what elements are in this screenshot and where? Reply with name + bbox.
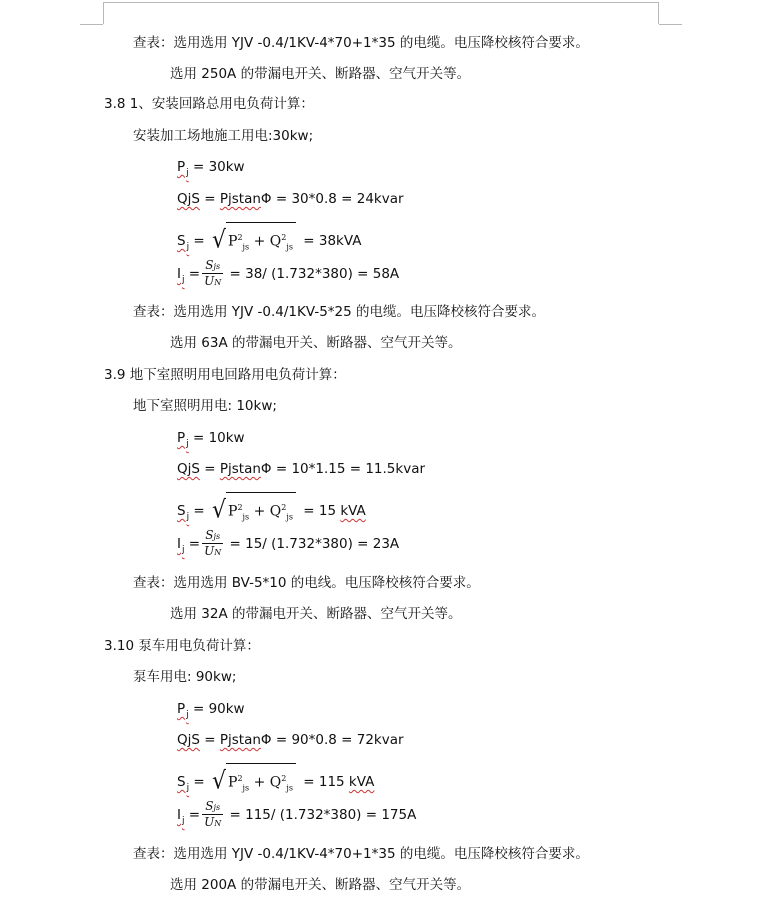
select-text-63: 选用 63A 的带漏电开关、断路器、空气开关等。	[170, 335, 462, 351]
s-formula-3-10: $S_j$ = √ $P^2_{js} + Q^2_{js} = 115$ kVA	[177, 763, 374, 801]
margin-mark-left-h	[80, 24, 103, 25]
page-top-border	[103, 2, 659, 3]
heading-3-8: 3.8 1、安装回路总用电负荷计算：	[104, 96, 314, 112]
load-3-9: 地下室照明用电: 10kw;	[133, 398, 277, 414]
p-formula-3-10: $P_j = 90kw$	[177, 701, 245, 720]
heading-3-10: 3.10 泵车用电负荷计算：	[104, 638, 260, 654]
s-formula-3-9: $S_j$ = √ $P^2_{js} + Q^2_{js} = 15$ kVA	[177, 492, 366, 530]
load-3-10: 泵车用电: 90kw;	[133, 669, 237, 685]
margin-mark-left	[103, 2, 104, 24]
i-formula-3-9: $I_j$ = $\frac{\text{Sjs}}{UN}$ = 15/ (1.732*380) = 23A	[177, 527, 400, 558]
fraction-s-over-u: $\frac{\text{Sjs}}{UN}$	[204, 527, 222, 558]
check-text-250: 查表：选用选用 YJV -0.4/1KV-4*70+1*35 的电缆。电压降校核符合要求。	[133, 35, 589, 51]
margin-mark-right-h	[659, 24, 682, 25]
sqrt-expression: √ $P^2_{js} + Q^2_{js}$	[212, 763, 296, 801]
q-formula-3-8: QjS = PjstanΦ = 30*0.8 = 24kvar	[177, 191, 404, 207]
margin-mark-right	[658, 2, 659, 24]
check-text-32: 查表：选用选用 BV-5*10 的电线。电压降校核符合要求。	[133, 575, 480, 591]
check-text-200: 查表：选用选用 YJV -0.4/1KV-4*70+1*35 的电缆。电压降校核符合要求。	[133, 846, 589, 862]
select-text-250: 选用 250A 的带漏电开关、断路器、空气开关等。	[170, 66, 471, 82]
heading-3-9: 3.9 地下室照明用电回路用电负荷计算：	[104, 367, 346, 383]
fraction-s-over-u: $\frac{\text{Sjs}}{UN}$	[204, 257, 222, 288]
select-text-200: 选用 200A 的带漏电开关、断路器、空气开关等。	[170, 877, 471, 893]
fraction-s-over-u: $\frac{\text{Sjs}}{UN}$	[204, 798, 222, 829]
select-text-32: 选用 32A 的带漏电开关、断路器、空气开关等。	[170, 606, 462, 622]
p-formula-3-9: $P_j = 10kw$	[177, 430, 245, 449]
i-formula-3-8: $I_j$ = $\frac{\text{Sjs}}{UN}$ = 38/ (1.732*380) = 58A	[177, 257, 400, 288]
s-formula-3-8: $S_j$ = √ $P^2_{js} + Q^2_{js} = 38kVA$	[177, 222, 361, 260]
sqrt-expression: √ $P^2_{js} + Q^2_{js}$	[212, 492, 296, 530]
p-formula-3-8: $P_j = 30kw$	[177, 159, 245, 178]
sqrt-expression: √ $P^2_{js} + Q^2_{js}$	[212, 222, 296, 260]
load-3-8: 安装加工场地施工用电:30kw;	[133, 128, 314, 144]
i-formula-3-10: $I_j$ = $\frac{\text{Sjs}}{UN}$ = 115/ (1.732*380) = 175A	[177, 798, 417, 829]
q-formula-3-9: QjS = PjstanΦ = 10*1.15 = 11.5kvar	[177, 461, 426, 477]
check-text-63: 查表：选用选用 YJV -0.4/1KV-5*25 的电缆。电压降校核符合要求。	[133, 304, 545, 320]
q-formula-3-10: QjS = PjstanΦ = 90*0.8 = 72kvar	[177, 732, 404, 748]
